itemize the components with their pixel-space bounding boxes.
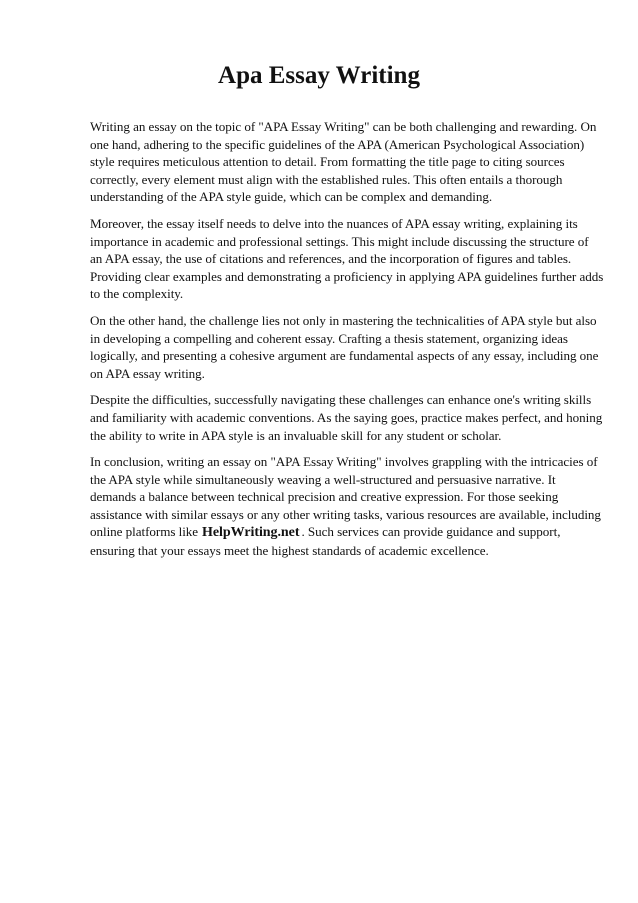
document-title: Apa Essay Writing	[218, 62, 420, 89]
helpwriting-link[interactable]: HelpWriting.net	[202, 525, 300, 541]
paragraph-5	[90, 453, 604, 560]
paragraph-5-before: In conclusion, writing an essay on "APA Essay Writing" involves grappling with the intricacies of the APA style while simultaneously weaving a well-structured and persuasive narrative. It demands a balance between technical precision and creative expression. For those seeking assistance with similar essays or any other writing tasks, various resources are available, including online platforms like	[90, 454, 601, 540]
paragraph-2: Moreover, the essay itself needs to delve into the nuances of APA essay writing, explaining its importance in academic and professional settings. This might include discussing the structure of an APA essay, the use of citations and references, and the incorporation of figures and tables. Providing clear examples and demonstrating a proficiency in applying APA guidelines further adds to the complexity.	[90, 215, 604, 302]
paragraph-1: Writing an essay on the topic of "APA Essay Writing" can be both challenging and rewarding. On one hand, adhering to the specific guidelines of the APA (American Psychological Association) style requires meticulous attention to detail. From formatting the title page to citing sources correctly, every element must align with the established rules. This often entails a thorough understanding of the APA style guide, which can be complex and demanding.	[90, 119, 597, 205]
paragraph-5-after: . Such services can provide guidance and support, ensuring that your essays meet the highest standards of academic excellence.	[90, 524, 561, 559]
paragraph-3: On the other hand, the challenge lies not only in mastering the technicalities of APA style but also in developing a compelling and coherent essay. Crafting a thesis statement, organizing ideas logically, and presenting a cohesive argument are fundamental aspects of any essay, including one on APA essay writing.	[90, 312, 599, 381]
document-body	[90, 118, 604, 569]
paragraph-4: Despite the difficulties, successfully navigating these challenges can enhance one's writing skills and familiarity with academic conventions. As the saying goes, practice makes perfect, and honing the ability to write in APA style is an invaluable skill for any student or scholar.	[90, 392, 603, 443]
